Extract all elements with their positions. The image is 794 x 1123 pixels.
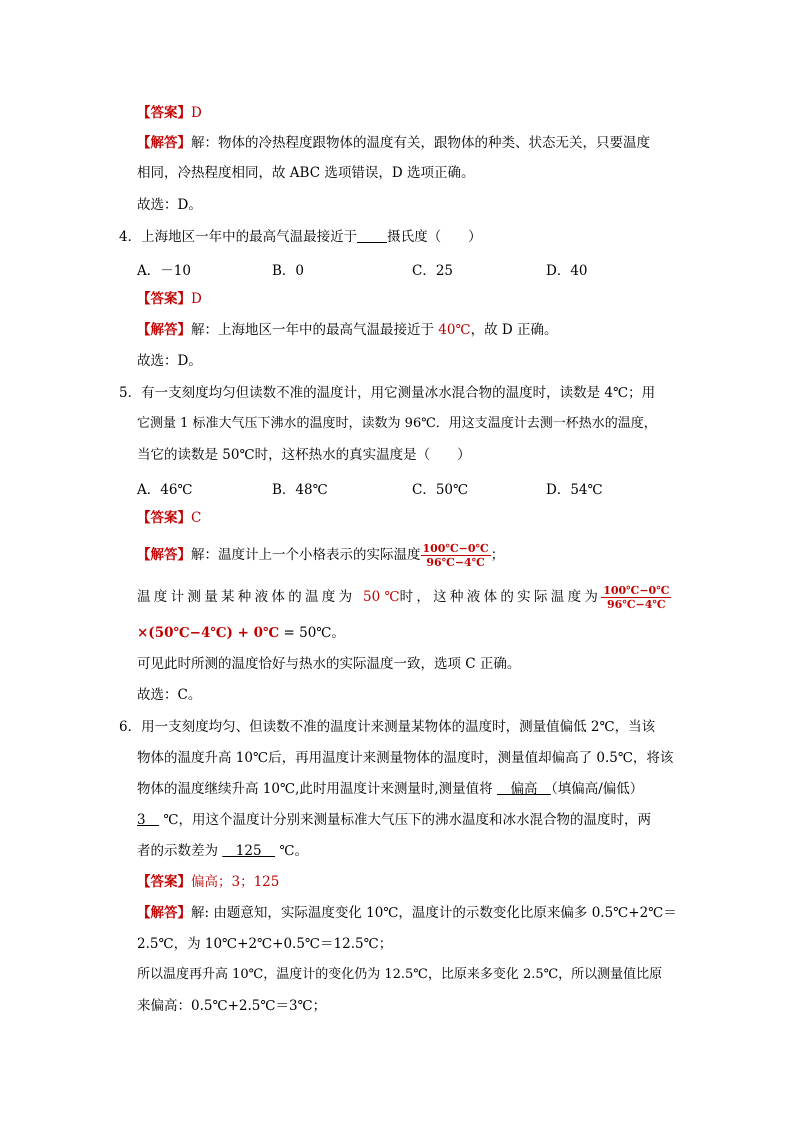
q6-number: 6． xyxy=(119,719,142,735)
q5-stem-line1 xyxy=(119,384,655,402)
q6-stem-text3b: （填偏高/偏低） xyxy=(550,781,644,797)
q6-blank-1: 偏高 xyxy=(496,781,551,797)
analysis-tag: 【解答】 xyxy=(137,547,191,563)
q6-stem-line2: 物体的温度升高 10℃后，再用温度计来测量物体的温度时，测量值却偏高了 0.5℃，将该 xyxy=(137,750,674,766)
q5-option-b: B．48℃ xyxy=(272,482,328,498)
q4-blank xyxy=(357,229,387,243)
q5-answer-line xyxy=(137,509,201,527)
q4-choose: 故选：D。 xyxy=(137,353,202,369)
q4-stem xyxy=(119,228,482,246)
q4-option-c: C．25 xyxy=(412,263,454,279)
q3-analysis-line1 xyxy=(137,134,650,152)
q3-answer: D xyxy=(191,105,202,121)
q6-stem-text1: 用一支刻度均匀、但读数不准的温度计来测量某物体的温度时，测量值偏低 2℃，当该 xyxy=(141,719,656,735)
fraction-denominator: 96℃−4℃ xyxy=(426,556,485,569)
q5-analysis-line1 xyxy=(137,540,504,570)
q6-analysis-line3: 所以温度再升高 10℃，温度计的变化仍为 12.5℃，比原来多变化 2.5℃，所以测量值比原 xyxy=(137,967,663,982)
answer-tag: 【答案】 xyxy=(137,874,191,890)
q5-semicolon: ； xyxy=(490,547,505,563)
q4-analysis-red: 40℃ xyxy=(438,322,471,338)
q5-math-expression: ×(50℃−4℃) + 0℃ xyxy=(137,625,280,641)
q3-answer-line xyxy=(137,104,202,122)
answer-tag: 【答案】 xyxy=(137,105,191,121)
q6-analysis-line4: 来偏高：0.5℃+2.5℃＝3℃； xyxy=(137,998,327,1014)
answer-tag: 【答案】 xyxy=(137,291,191,307)
q5-choose: 故选：C。 xyxy=(137,687,202,703)
q4-option-b: B．0 xyxy=(272,263,305,279)
answer-tag: 【答案】 xyxy=(137,510,191,526)
q6-analysis-line2: 2.5℃，为 10℃+2℃+0.5℃＝12.5℃； xyxy=(137,936,393,952)
q6-answer: 偏高；3；125 xyxy=(191,874,280,890)
q6-stem-line5 xyxy=(137,842,308,860)
q5-analysis-text2a: 温度计测量某种液体的温度为 xyxy=(137,589,363,605)
q4-answer-line xyxy=(137,290,202,308)
q6-stem-text5a: 者的示数差为 xyxy=(137,843,223,859)
fraction-numerator: 100℃−0℃ xyxy=(422,542,489,555)
q5-option-d: D．54℃ xyxy=(546,482,603,498)
q6-stem-line3 xyxy=(137,780,643,798)
q5-number: 5． xyxy=(119,385,142,401)
q5-fraction xyxy=(421,542,491,569)
q4-option-a: A．－10 xyxy=(137,263,191,279)
q5-analysis-text1: 解：温度计上一个小格表示的实际温度 xyxy=(191,547,421,563)
q3-choose: 故选：D。 xyxy=(137,197,202,213)
q5-analysis-red: 50 ℃ xyxy=(363,589,400,605)
q6-blank-3: 125 xyxy=(222,843,276,859)
q6-analysis-line1 xyxy=(137,904,677,922)
q3-analysis-line2: 相同，冷热程度相同，故 ABC 选项错误，D 选项正确。 xyxy=(137,165,475,181)
fraction-denominator: 96℃−4℃ xyxy=(607,598,666,611)
analysis-tag: 【解答】 xyxy=(137,135,191,151)
q5-option-a: A．46℃ xyxy=(137,482,193,498)
q4-stem-after: 摄氏度（ ） xyxy=(387,229,482,245)
q5-option-c: C．50℃ xyxy=(412,482,469,498)
q6-stem-line4 xyxy=(137,811,651,829)
q4-analysis-post: ，故 D 正确。 xyxy=(470,322,558,338)
q5-analysis-line4: 可见此时所测的温度恰好与热水的实际温度一致，选项 C 正确。 xyxy=(137,656,521,672)
q5-stem-text1: 有一支刻度均匀但读数不准的温度计，用它测量冰水混合物的温度时，读数是 4℃；用 xyxy=(141,385,656,401)
q5-analysis-line3 xyxy=(137,624,345,642)
q6-blank-2: 3 xyxy=(137,812,160,828)
q5-math-result: = 50℃。 xyxy=(279,625,345,641)
q6-stem-text5b: ℃。 xyxy=(275,843,308,859)
q5-analysis-line2 xyxy=(137,582,671,612)
q4-analysis xyxy=(137,321,557,339)
q4-analysis-pre: 解：上海地区一年中的最高气温最接近于 xyxy=(191,322,439,338)
q4-answer: D xyxy=(191,291,202,307)
q5-stem-line2: 它测量 1 标准大气压下沸水的温度时，读数为 96℃．用这支温度计去测一杯热水的温度， xyxy=(137,416,657,431)
q3-analysis-text1: 解：物体的冷热程度跟物体的温度有关，跟物体的种类、状态无关，只要温度 xyxy=(191,135,650,151)
fraction-numerator: 100℃−0℃ xyxy=(603,584,670,597)
q6-stem-line1 xyxy=(119,718,655,736)
q5-stem-line3: 当它的读数是 50℃时，这杯热水的真实温度是（ ） xyxy=(137,447,471,463)
q5-fraction-2 xyxy=(601,584,671,611)
q5-answer: C xyxy=(191,510,202,526)
q4-number: 4． xyxy=(119,229,142,245)
q4-stem-before: 上海地区一年中的最高气温最接近于 xyxy=(141,229,358,245)
q6-stem-text4: ℃，用这个温度计分别来测量标准大气压下的沸水温度和冰水混合物的温度时，两 xyxy=(159,812,651,828)
q6-stem-text3a: 物体的温度继续升高 10℃,此时用温度计来测量时,测量值将 xyxy=(137,781,497,797)
q6-analysis-text1: 解: 由题意知，实际温度变化 10℃，温度计的示数变化比原来偏多 0.5℃+2℃＝ xyxy=(191,905,677,921)
analysis-tag: 【解答】 xyxy=(137,322,191,338)
q4-option-d: D．40 xyxy=(546,263,588,279)
q5-analysis-text2b: 时，这种液体的实际温度为 xyxy=(399,589,602,605)
analysis-tag: 【解答】 xyxy=(137,905,191,921)
q6-answer-line xyxy=(137,873,279,891)
